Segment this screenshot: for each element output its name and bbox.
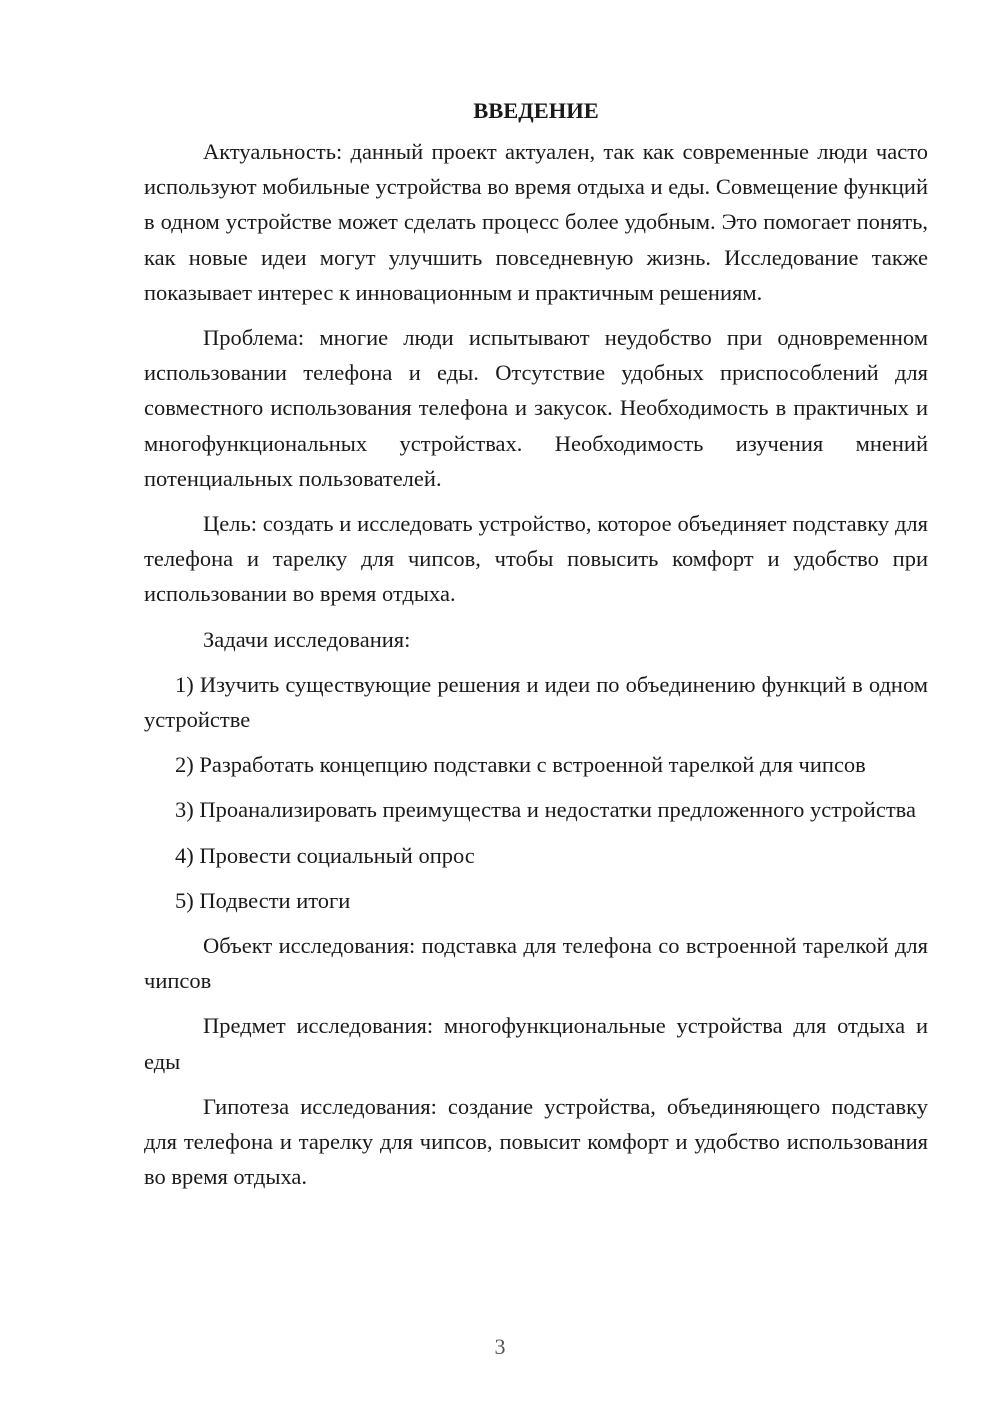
- hypothesis-paragraph: Гипотеза исследования: создание устройства, объединяющего подставку для телефона и тарелку для чипсов, повысит комфорт и удобство использования во время отдыха.: [144, 1093, 928, 1190]
- object-paragraph: Объект исследования: подставка для телефона со встроенной тарелкой для чипсов: [144, 933, 928, 994]
- list-item: 3) Проанализировать преимущества и недостатки предложенного устройства: [175, 797, 916, 823]
- page-content: [144, 96, 928, 1194]
- goal-paragraph: Цель: создать и исследовать устройство, которое объединяет подставку для телефона и тарелку для чипсов, чтобы повысить комфорт и удобство при использовании во время отдыха.: [144, 511, 928, 607]
- tasks-heading: Задачи исследования:: [203, 626, 411, 652]
- subject-paragraph: Предмет исследования: многофункциональные устройства для отдыха и еды: [144, 1013, 928, 1074]
- list-item: 2) Разработать концепцию подставки с встроенной тарелкой для чипсов: [175, 752, 866, 778]
- page-number: 3: [494, 1334, 506, 1359]
- list-item: 5) Подвести итоги: [175, 887, 351, 913]
- list-item: 1) Изучить существующие решения и идеи по объединению функций в одном устройстве: [144, 671, 928, 733]
- list-item: 4) Провести социальный опрос: [175, 842, 475, 868]
- page-title: ВВЕДЕНИЕ: [473, 98, 599, 123]
- problem-paragraph: Проблема: многие люди испытывают неудобство при одновременном использовании телефона и еды. Отсутствие удобных приспособлений для совместного использования телефона и закусок. Необходимость в практичных и многофункциональных устройствах. Необходимость изучения мнений потенциальных пользователей.: [144, 325, 928, 491]
- relevance-paragraph: Актуальность: данный проект актуален, так как современные люди часто используют мобильные устройства во время отдыха и еды. Совмещение функций в одном устройстве может сделать процесс более удобным. Это помогает понять, как новые идеи могут улучшить повседневную жизнь. Исследование также показывает интерес к инновационным и практичным решениям.: [144, 139, 928, 305]
- tasks-list: [144, 667, 928, 918]
